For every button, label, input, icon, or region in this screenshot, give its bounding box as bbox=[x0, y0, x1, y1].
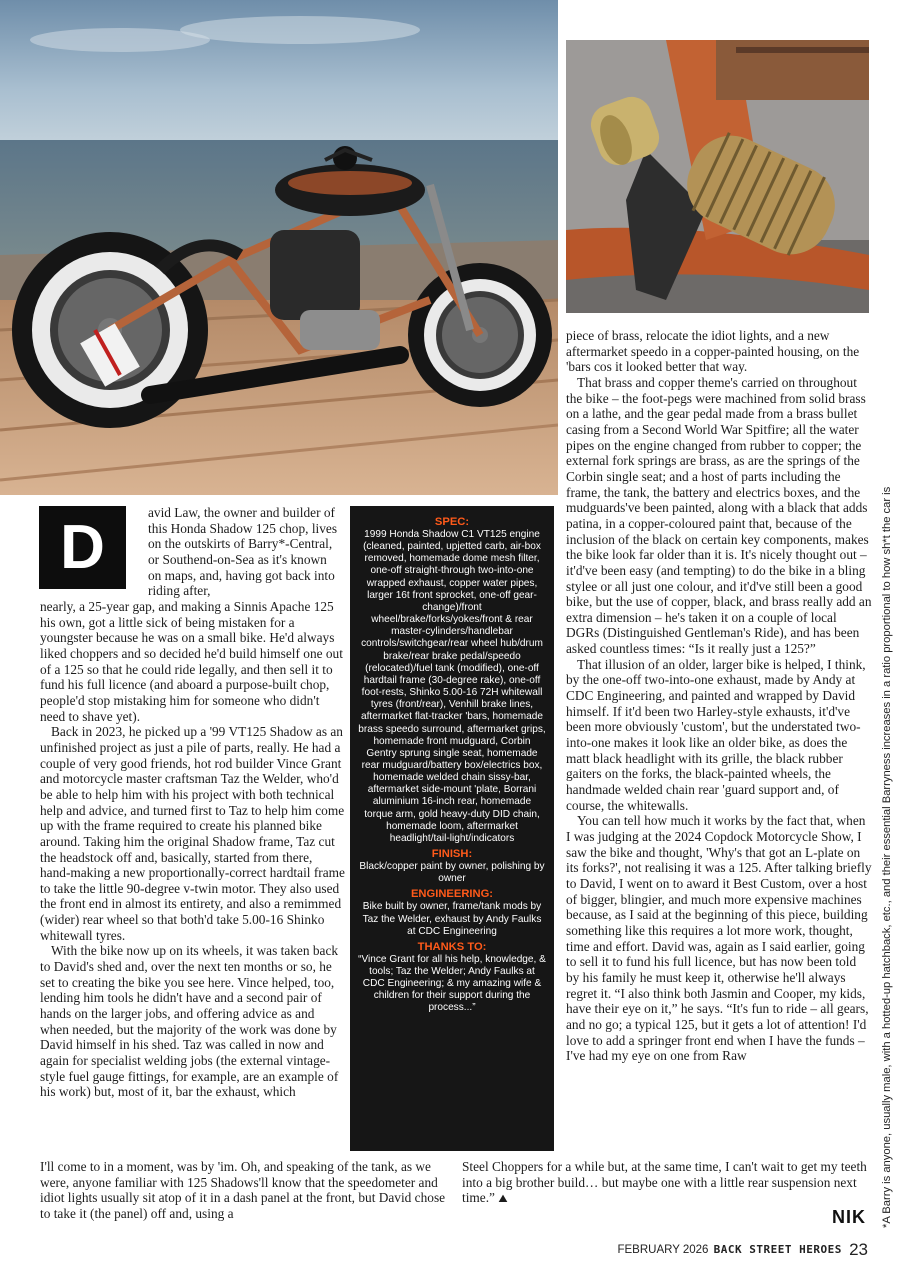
motorcycle-end-icon: ⛰ bbox=[498, 1193, 508, 1206]
page-footer bbox=[617, 1240, 868, 1260]
body-paragraph: That brass and copper theme's carried on throughout the bike – the foot-pegs were machined from solid brass on a lathe, and the gear pedal made from a brass bullet casing from a Second World War Spitfire; all the water pipes on the engine changed from rubber to copper; the external fork springs are brass, as are the springs of the Corbin single seat; and a host of parts including the frame, the tank, the battery and electrics boxes, and the mudguards've been painted, along with a black that adds patina, in a copper-coloured paint that, because of the inclusion of the black on certain key components, makes the bike look far older than it is. It's nicely thought out – it'd've been easy (and tempting) to do the bike in a bling stylee or all just one colour, and it'd've still been a good bike, but the use of copper, black, and brass really add an extra dimension – he's taken it on a couple of local DGRs (Distinguished Gentleman's Ride), and has been asked countless times: “Is it really just a 125?” bbox=[566, 374, 872, 657]
issue-date: FEBRUARY 2026 bbox=[617, 1244, 709, 1256]
finish-body: Black/copper paint by owner, polishing by owner bbox=[359, 861, 545, 885]
spec-box bbox=[350, 506, 554, 1151]
spec-heading: SPEC: bbox=[434, 516, 470, 528]
motorcycle-beach-photo bbox=[0, 0, 558, 495]
column1-bottom-text bbox=[40, 1159, 450, 1222]
page-number: 23 bbox=[849, 1240, 868, 1259]
drop-cap: D bbox=[39, 506, 126, 589]
column3-bottom-text bbox=[462, 1159, 872, 1208]
column3-text bbox=[566, 328, 872, 1064]
brass-footpeg-photo bbox=[566, 40, 869, 313]
body-paragraph-continued: I'll come to in a moment, was by 'im. Oh, and speaking of the tank, as we were, anyone familiar with 125 Shadows'll know that the speedometer and idiot lights usually sit atop of it in a dash panel at the front, but David chose to take it (the panel) off and, using a bbox=[40, 1159, 446, 1221]
engineering-heading: ENGINEERING: bbox=[410, 888, 494, 901]
body-paragraph: That illusion of an older, larger bike is helped, I think, by the one-off two-into-one exhaust, made by Andy at CDC Engineering, and painted and wrapped by David himself. If it'd been two Harley-style exhausts, it'd've been more obviously 'custom', but the understated two-into-one makes it look like an older bike, as does the matt black headlight with its grille, the black rubber gaiters on the forks, the black-painted wheels, the handmade welded chain rear 'guard support and, of course, the whitewalls. bbox=[566, 656, 866, 813]
intro-paragraph-start: avid Law, the owner and builder of this Honda Shadow 125 chop, lives on the outskirts of Barry*-Central, or Southend-on-Sea as it's known on maps, and, having got back into riding after, bbox=[148, 505, 338, 599]
body-paragraph-continued: piece of brass, relocate the idiot lights, and a new aftermarket speedo in a copper-painted housing, on the 'bars cos it looked better that way. bbox=[566, 328, 860, 375]
body-paragraph: You can tell how much it works by the fact that, when I was judging at the 2024 Copdock Motorcycle Show, I saw the bike and thought, 'Why's that got an L-plate on its forks?', not realising it was a 125. After talking briefly to David, I went on to award it Best Custom, over a host of bigger, blingier, and much more expensive machines because, as I said at the beginning of this piece, building something like this requires a lot more work, thought, time and effort. David was, again as I said earlier, going to sell it to fund his full licence, but has now been told by his family he must keep it, otherwise he'll always regret it. “I also think both Jasmin and Cooper, my kids, have their eye on it,” he says. “It's fun to ride – all gears, and no go; a typical 125, but it gets a lot of attention! I'd love to add a springer front end when I have the funds – I've had my eye on one from Raw bbox=[566, 813, 872, 1064]
body-paragraph: With the bike now up on its wheels, it was taken back to David's shed and, over the next ten months or so, he set to creating the bike you see here. Vince helped, too, lending him tools he didn't have and a second pair of hands on the larger jobs, and offering advice as and when needed, but the majority of the work was done by David himself in his shed. Taz was called in now and again for specialist welding jobs (the external vintage-style fuel gauge fittings, for example, are an example of his work) but, most of it, bar the exhaust, which bbox=[40, 943, 339, 1100]
body-paragraph: Back in 2023, he picked up a '99 VT125 Shadow as an unfinished project as just a pile of parts, really. He had a couple of very good friends, hot rod builder Vince Grant and motorcycle master craftsman Taz the Welder, who'd be able to help him with his project with both technical help and advice, and turned first to Taz to help him come up with the frame required to create his planned bike around. Taking him the original Shadow frame, Taz cut the headstock off and, basically, started from there, hand-making a new proportionally-correct hardtail frame to take the little 90-degree v-twin motor. They also used the front end in almost its entirety, and also a remimmed (wider) rear wheel so that both'd take 5.00-16 Shinko whitewall tyres. bbox=[40, 724, 345, 943]
engineering-body: Bike built by owner, frame/tank mods by Taz the Welder, exhaust by Andy Faulks at CDC Engineering bbox=[362, 901, 542, 937]
thanks-body: “Vince Grant for all his help, knowledge, & tools; Taz the Welder; Andy Faulks at CDC Engineering; & my amazing wife & children for their support during the process...” bbox=[358, 953, 546, 1014]
thanks-heading: THANKS TO: bbox=[417, 940, 487, 953]
intro-text-narrow bbox=[148, 505, 343, 599]
spec-body: 1999 Honda Shadow C1 VT125 engine (cleaned, painted, upjetted carb, air-box removed, homemade dome mesh filter, one-off straight-through two-into-one wrapped exhaust, copper water pipes, larger 16t front sprocket, one-off gear-change)/front wheel/brake/forks/yokes/front & rear master-cylinders/handlebar controls/switchgear/rear wheel hub/drum brake/rear brake pedal/speedo (relocated)/fuel tank (modified), one-off hardtail frame (30-degree rake), one-off foot-rests, Shinko 5.00-16 72H whitewall tyres (front/rear), Venhill brake lines, aftermarket flat-tracker 'bars, homemade brass speedo surround, aftermarket grips, homemade front mudguard, Corbin Gentry sprung single seat, homemade rear mudguard/battery box/electrics box, homemade welded chain sissy-bar, aftermarket side-mount 'plate, Borrani aluminium 16-inch rear, homemade torque arm, gold heavy-duty DID chain, homemade loom, aftermarket headlight/tail-light/indicators bbox=[358, 529, 546, 844]
intro-paragraph-continued: nearly, a 25-year gap, and making a Sinnis Apache 125 his own, got a little sick of being mistaken for a youngster because he was on a small bike. He'd always liked choppers and so decided he'd build himself one out of a 125 so that he could ride legally, and then sell it to fund his full licence (and aboard a purpose-built chop, people'd stop mistaking him for someone who didn't need to shave yet). bbox=[40, 599, 343, 724]
closing-sentence: Steel Choppers for a while but, at the same time, I can't wait to get my teeth into a big brother build… but maybe one with a little rear suspension next time.” bbox=[462, 1159, 867, 1206]
intro-text-wide bbox=[40, 599, 346, 1100]
finish-heading: FINISH: bbox=[431, 848, 473, 861]
magazine-name: BACK STREET HEROES bbox=[713, 1243, 842, 1256]
footnote-caption: *A Barry is anyone, usually male, with a hotted-up hatchback, etc., and their essential Barryness increases in a ratio proportional to how sh*t the car is bbox=[881, 486, 893, 1228]
author-byline: NIK bbox=[832, 1207, 866, 1227]
body-paragraph-end bbox=[462, 1159, 872, 1208]
